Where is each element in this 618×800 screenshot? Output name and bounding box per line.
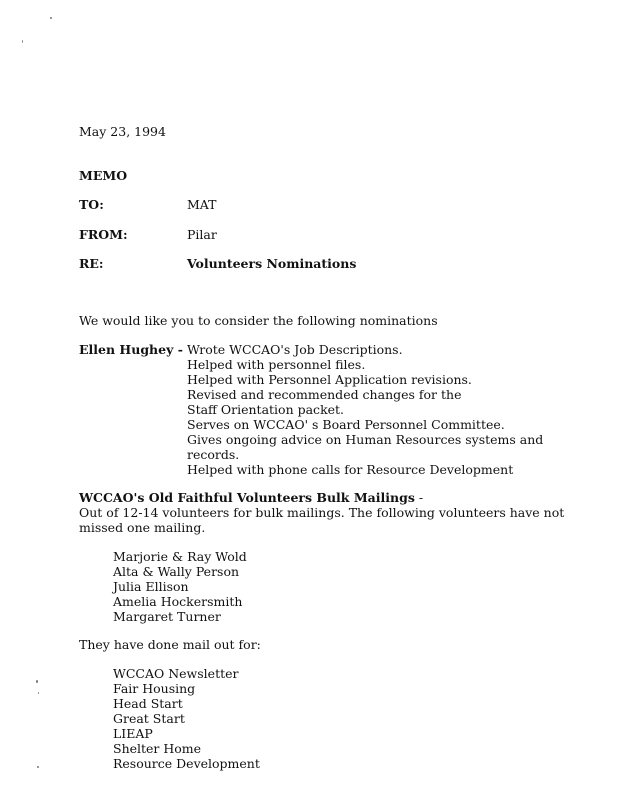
nominee-detail-line: Revised and recommended changes for the	[187, 387, 462, 402]
nominee-name: Ellen Hughey -	[79, 342, 183, 357]
nominee-detail-line: Wrote WCCAO's Job Descriptions.	[187, 342, 403, 357]
program-item: Great Start	[113, 711, 185, 726]
nominee-detail-line: records.	[187, 447, 240, 462]
program-item: WCCAO Newsletter	[113, 666, 239, 681]
volunteer-list	[113, 549, 247, 624]
volunteer-name: Amelia Hockersmith	[113, 594, 243, 609]
nominee-detail-line: Helped with personnel files.	[187, 357, 366, 372]
volunteer-name: Margaret Turner	[113, 609, 221, 624]
group-description-line: missed one mailing.	[79, 520, 206, 535]
scan-speck	[36, 680, 38, 683]
memo-heading: MEMO	[79, 168, 128, 183]
mailout-intro: They have done mail out for:	[79, 637, 261, 652]
group-title: WCCAO's Old Faithful Volunteers Bulk Mailings	[79, 490, 415, 505]
scan-speck	[38, 692, 39, 694]
program-item: Resource Development	[113, 756, 260, 771]
nominee-detail-line: Staff Orientation packet.	[187, 402, 345, 417]
program-item: Head Start	[113, 696, 183, 711]
memo-date: May 23, 1994	[79, 124, 166, 139]
nominee-detail-line: Helped with phone calls for Resource Development	[187, 462, 514, 477]
volunteer-name: Julia Ellison	[113, 579, 189, 594]
group-heading	[79, 490, 423, 505]
program-item: LIEAP	[113, 726, 153, 741]
scan-speck	[22, 40, 23, 43]
nominee-detail-line: Helped with Personnel Application revisions.	[187, 372, 472, 387]
to-label: TO:	[79, 197, 104, 212]
re-value: Volunteers Nominations	[187, 256, 357, 271]
from-value: Pilar	[187, 227, 217, 242]
program-item: Fair Housing	[113, 681, 196, 696]
to-value: MAT	[187, 197, 217, 212]
program-list	[113, 666, 260, 771]
volunteer-name: Alta & Wally Person	[113, 564, 240, 579]
nominee-detail-line: Serves on WCCAO' s Board Personnel Committee.	[187, 417, 505, 432]
intro-text: We would like you to consider the following nominations	[79, 313, 438, 328]
group-description-line: Out of 12-14 volunteers for bulk mailings. The following volunteers have not	[79, 505, 565, 520]
re-label: RE:	[79, 256, 104, 271]
program-item: Shelter Home	[113, 741, 202, 756]
nominee-detail-list	[187, 342, 543, 477]
group-description	[79, 505, 564, 535]
group-title-dash: -	[418, 490, 424, 505]
nominee-detail-line: Gives ongoing advice on Human Resources systems and	[187, 432, 544, 447]
volunteer-name: Marjorie & Ray Wold	[113, 549, 247, 564]
scan-speck	[37, 766, 39, 768]
scan-speck	[50, 17, 52, 19]
from-label: FROM:	[79, 227, 128, 242]
